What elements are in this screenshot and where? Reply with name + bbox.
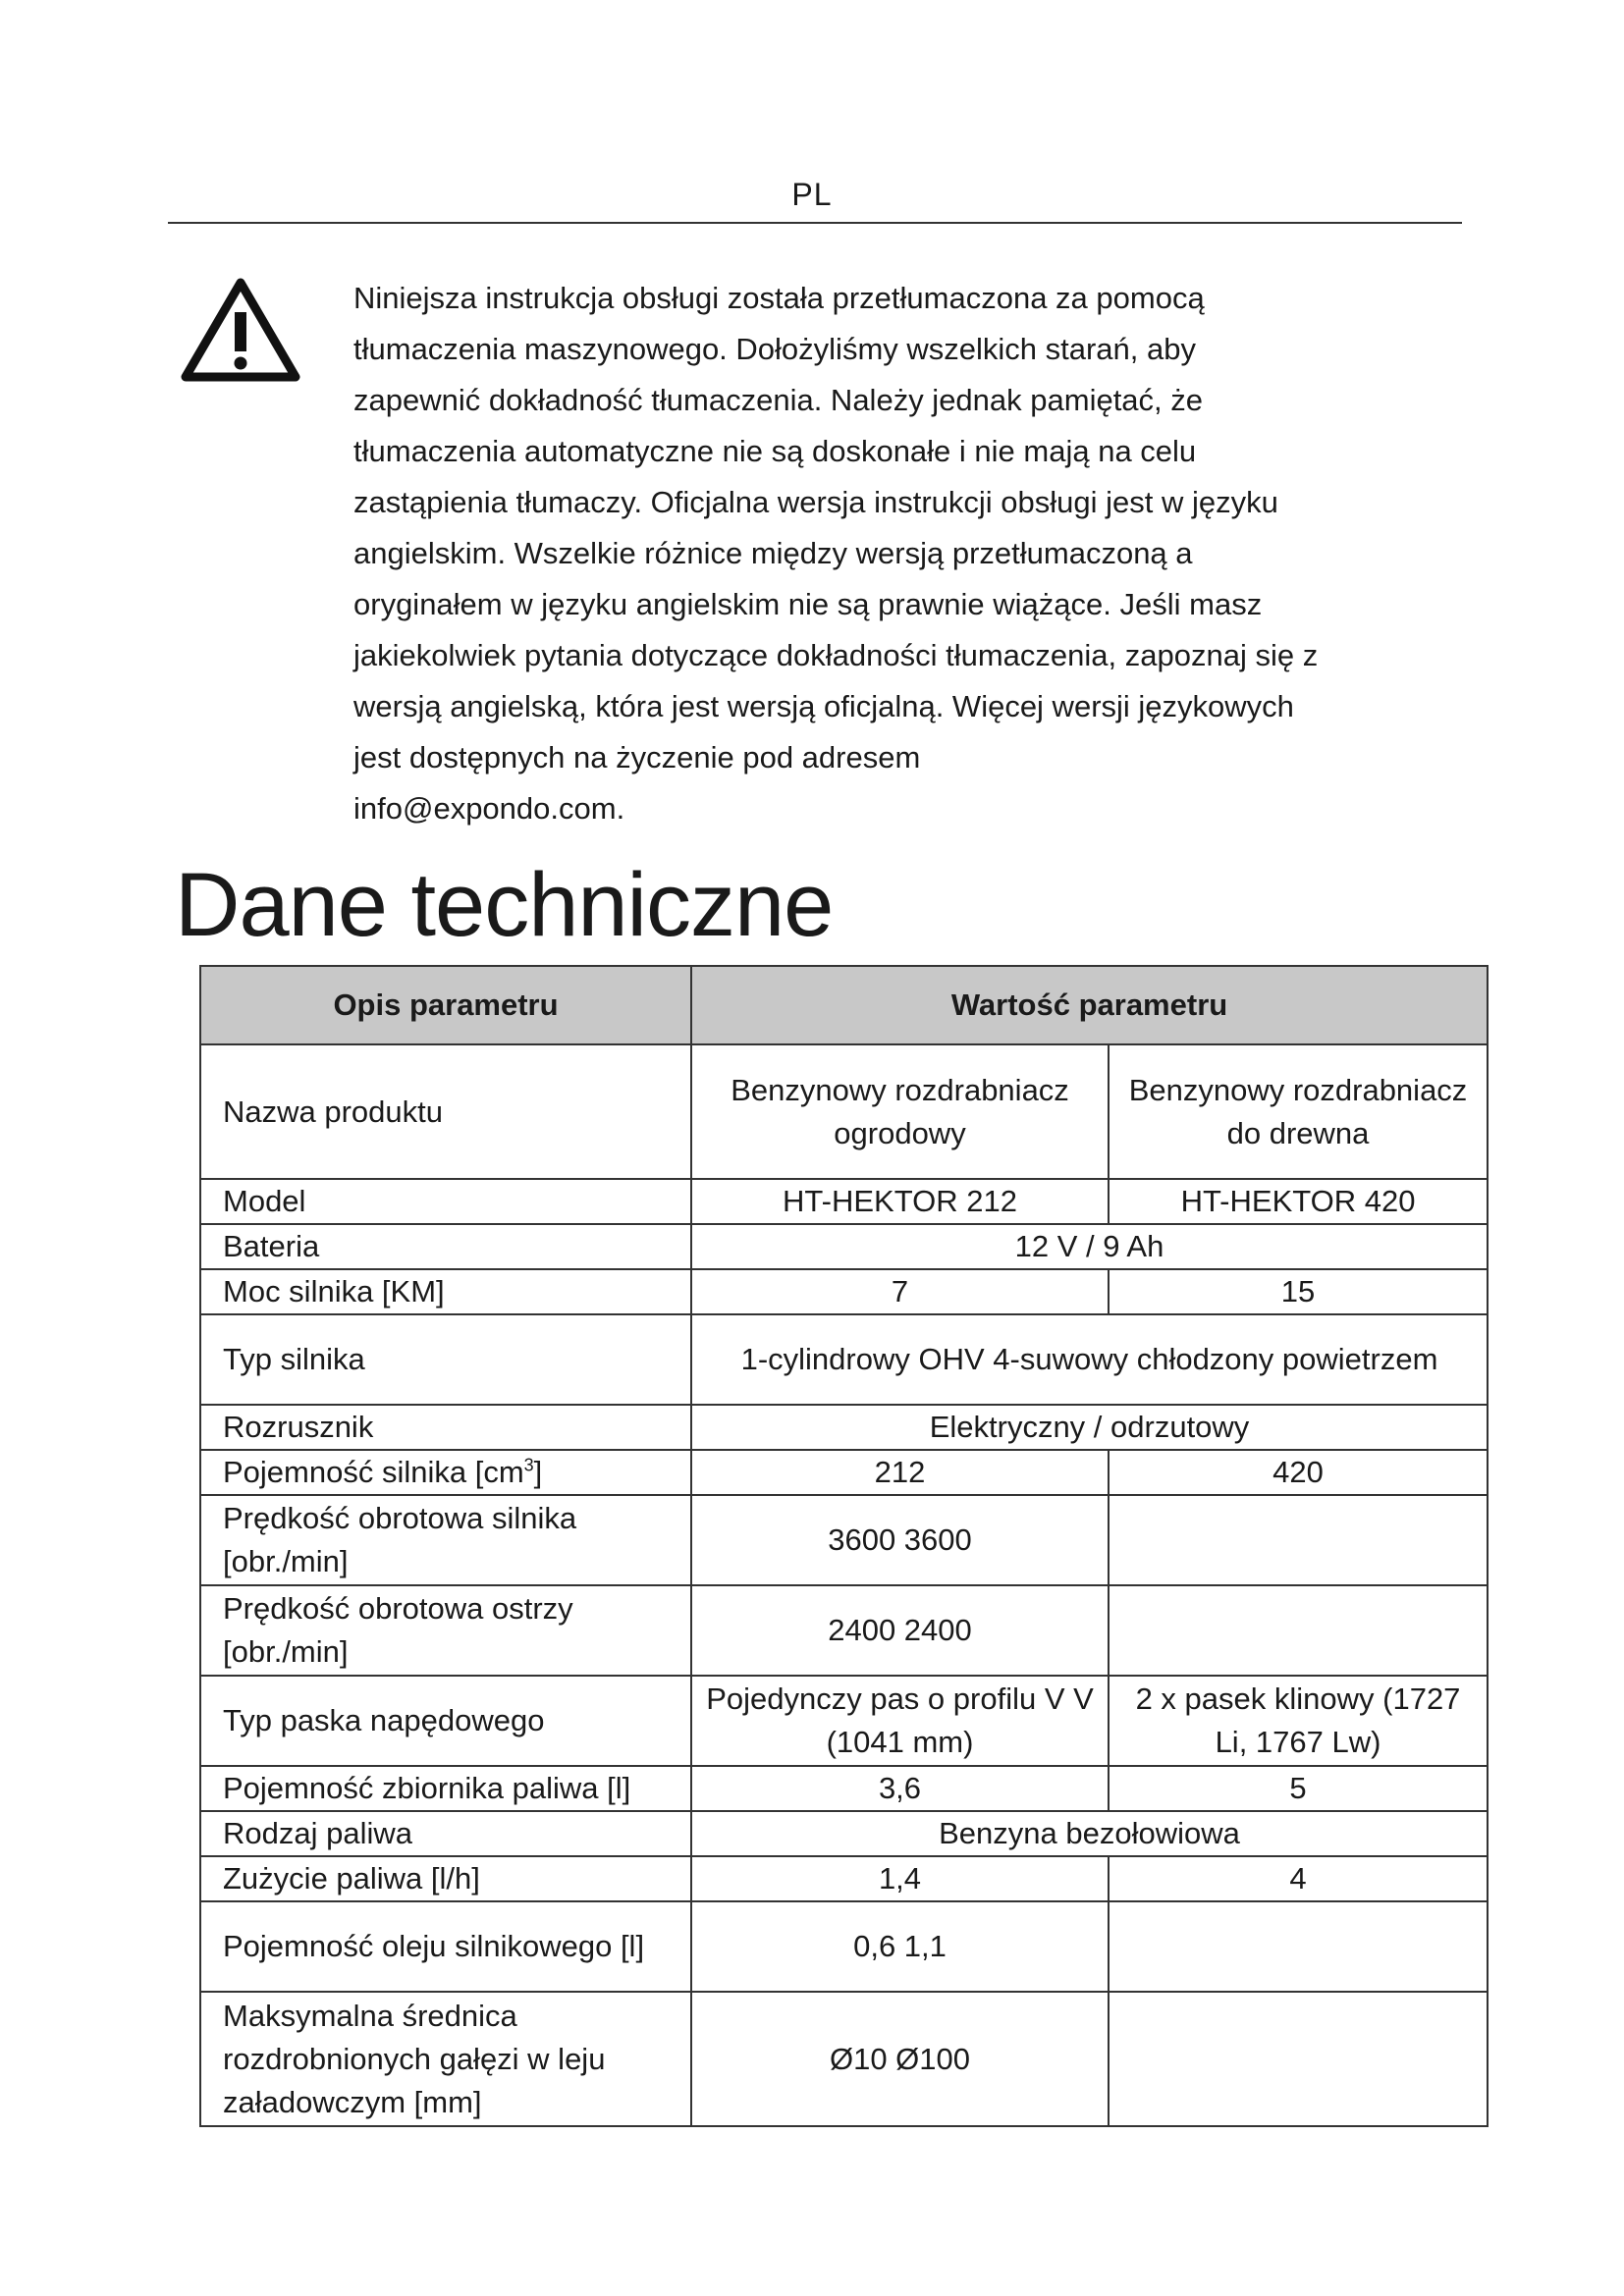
label-superscript: 3 [523, 1455, 534, 1475]
row-value [1109, 1992, 1488, 2126]
table-row [200, 1405, 1488, 1450]
warning-triangle-icon [180, 277, 301, 383]
row-label: Typ paska napędowego [200, 1676, 691, 1766]
row-label: Prędkość obrotowa silnika [obr./min] [200, 1495, 691, 1585]
row-value [1109, 1495, 1488, 1585]
row-label: Moc silnika [KM] [200, 1269, 691, 1314]
row-value: 212 [691, 1450, 1109, 1495]
notice-line: angielskim. Wszelkie różnice między wersją przetłumaczoną a [353, 536, 1193, 570]
row-label: Pojemność zbiornika paliwa [l] [200, 1766, 691, 1811]
notice-line: jest dostępnych na życzenie pod adresem [353, 740, 921, 774]
row-value: Elektryczny / odrzutowy [691, 1405, 1488, 1450]
row-value: 1,4 [691, 1856, 1109, 1901]
row-value: 420 [1109, 1450, 1488, 1495]
notice-line: zapewnić dokładność tłumaczenia. Należy jednak pamiętać, że [353, 383, 1204, 417]
table-row [200, 1992, 1488, 2126]
row-label [200, 1450, 691, 1495]
notice-line: jakiekolwiek pytania dotyczące dokładności tłumaczenia, zapoznaj się z [353, 638, 1319, 672]
table-row [200, 1901, 1488, 1992]
table-row [200, 1585, 1488, 1676]
row-label: Nazwa produktu [200, 1044, 691, 1179]
table-header-row [200, 966, 1488, 1044]
table-row [200, 1495, 1488, 1585]
row-value: 12 V / 9 Ah [691, 1224, 1488, 1269]
table-row [200, 1224, 1488, 1269]
page-language-label: PL [791, 177, 833, 212]
table-row [200, 1811, 1488, 1856]
row-label: Prędkość obrotowa ostrzy [obr./min] [200, 1585, 691, 1676]
column-header-value: Wartość parametru [691, 966, 1488, 1044]
row-label: Rodzaj paliwa [200, 1811, 691, 1856]
table-row [200, 1450, 1488, 1495]
row-value: 3600 3600 [691, 1495, 1109, 1585]
row-value: 5 [1109, 1766, 1488, 1811]
row-value: 7 [691, 1269, 1109, 1314]
table-row [200, 1044, 1488, 1179]
row-value: Pojedynczy pas o profilu V V (1041 mm) [691, 1676, 1109, 1766]
row-value [1109, 1585, 1488, 1676]
row-value: Benzynowy rozdrabniacz ogrodowy [691, 1044, 1109, 1179]
row-label: Bateria [200, 1224, 691, 1269]
row-value: 4 [1109, 1856, 1488, 1901]
label-main: Pojemność silnika [cm [223, 1455, 524, 1489]
row-label: Rozrusznik [200, 1405, 691, 1450]
table-row [200, 1676, 1488, 1766]
row-value: Benzynowy rozdrabniacz do drewna [1109, 1044, 1488, 1179]
row-label: Model [200, 1179, 691, 1224]
row-label: Maksymalna średnica rozdrobnionych gałęzi w leju załadowczym [mm] [200, 1992, 691, 2126]
technical-data-table [199, 965, 1489, 2127]
page-title: Dane techniczne [175, 855, 834, 955]
row-value: 2 x pasek klinowy (1727 Li, 1767 Lw) [1109, 1676, 1488, 1766]
notice-line: wersją angielską, która jest wersją oficjalną. Więcej wersji językowych [353, 689, 1294, 723]
row-value: 0,6 1,1 [691, 1901, 1109, 1992]
row-value: 15 [1109, 1269, 1488, 1314]
warning-exclamation-bar [235, 312, 246, 351]
column-header-parameter: Opis parametru [200, 966, 691, 1044]
table-row [200, 1314, 1488, 1405]
row-value: 2400 2400 [691, 1585, 1109, 1676]
machine-translation-notice [353, 273, 1445, 834]
notice-line: tłumaczenia automatyczne nie są doskonałe i nie mają na celu [353, 434, 1197, 468]
row-value: 1-cylindrowy OHV 4-suwowy chłodzony powietrzem [691, 1314, 1488, 1405]
notice-email-line: info@expondo.com. [353, 791, 625, 826]
table-row [200, 1269, 1488, 1314]
notice-line: zastąpienia tłumaczy. Oficjalna wersja instrukcji obsługi jest w języku [353, 485, 1278, 519]
row-value: Benzyna bezołowiowa [691, 1811, 1488, 1856]
header-divider [168, 222, 1462, 224]
row-value [1109, 1901, 1488, 1992]
warning-exclamation-dot [235, 357, 247, 370]
notice-line: tłumaczenia maszynowego. Dołożyliśmy wszelkich starań, aby [353, 332, 1196, 366]
row-value: HT-HEKTOR 420 [1109, 1179, 1488, 1224]
table-row [200, 1766, 1488, 1811]
row-value: Ø10 Ø100 [691, 1992, 1109, 2126]
row-value: HT-HEKTOR 212 [691, 1179, 1109, 1224]
row-label: Pojemność oleju silnikowego [l] [200, 1901, 691, 1992]
row-value: 3,6 [691, 1766, 1109, 1811]
notice-line: Niniejsza instrukcja obsługi została przetłumaczona za pomocą [353, 281, 1205, 315]
label-end: ] [533, 1455, 543, 1489]
table-row [200, 1179, 1488, 1224]
table-row [200, 1856, 1488, 1901]
notice-line: oryginałem w języku angielskim nie są prawnie wiążące. Jeśli masz [353, 587, 1263, 621]
row-label: Zużycie paliwa [l/h] [200, 1856, 691, 1901]
row-label: Typ silnika [200, 1314, 691, 1405]
